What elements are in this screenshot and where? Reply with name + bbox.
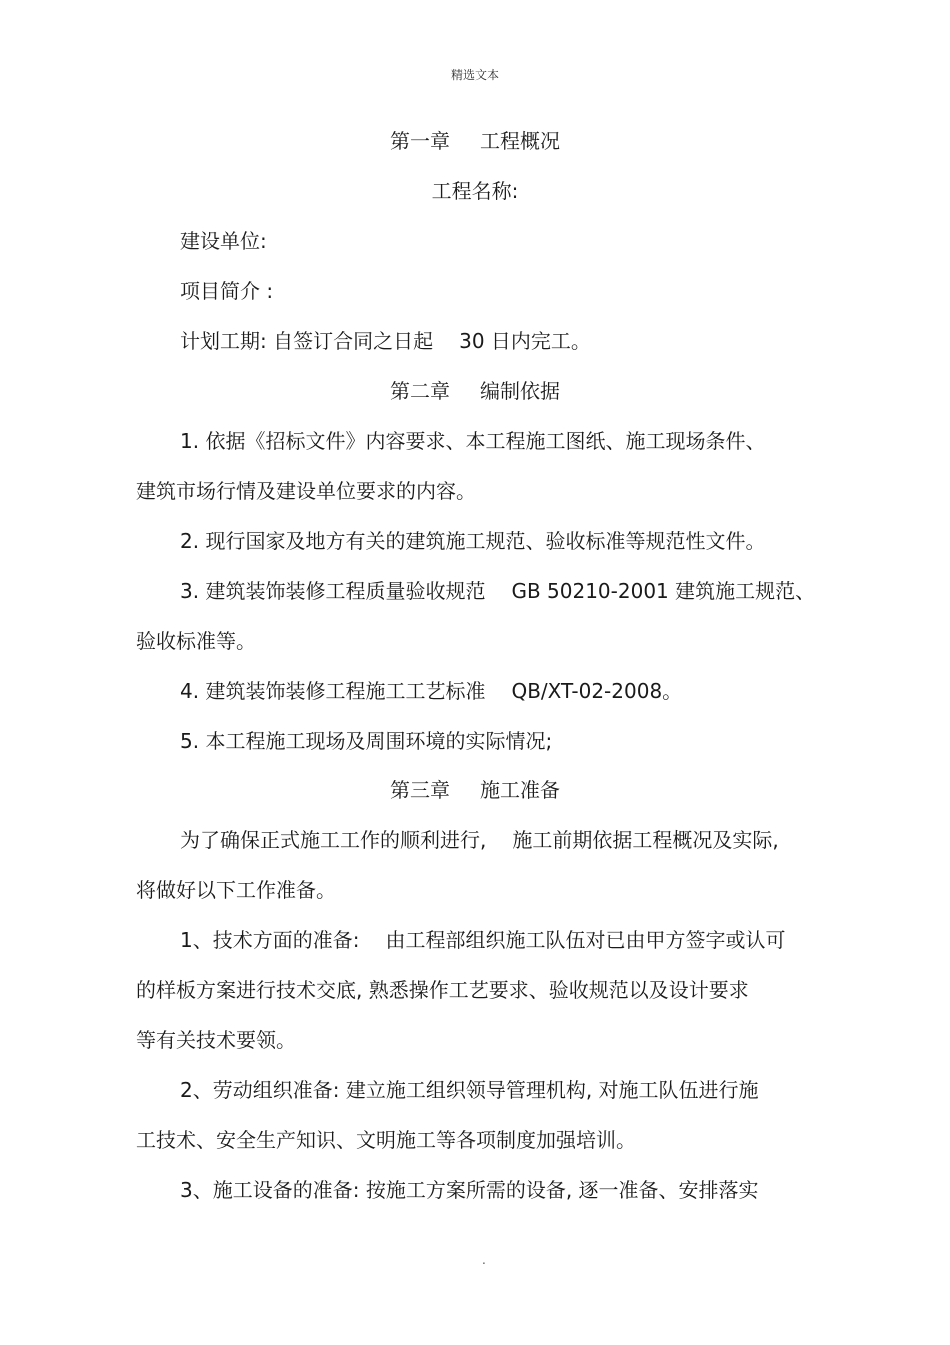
chapter3-number: 第三章 — [390, 778, 450, 802]
page-header: 精选文本 — [450, 68, 499, 82]
prep-item-1-text: 由工程部组织施工队伍对已由甲方签字或认可 — [385, 928, 786, 952]
prep-intro-text-a: 为了确保正式施工工作的顺利进行, — [180, 828, 487, 852]
prep-item-2-line-2: 工技术、安全生产知识、文明施工等各项制度加强培训。 — [136, 1128, 636, 1152]
chapter2-title — [0, 376, 950, 406]
footer-mark: . — [482, 1253, 486, 1267]
prep-item-1-line-1 — [180, 925, 785, 955]
project-intro-label: 项目简介 : — [180, 279, 274, 303]
prep-item-3-line-1: 3、施工设备的准备: 按施工方案所需的设备, 逐一准备、安排落实 — [180, 1178, 759, 1202]
prep-item-1-line-3: 等有关技术要领。 — [136, 1028, 296, 1052]
builder-label: 建设单位: — [180, 229, 267, 253]
chapter3-title-text: 施工准备 — [480, 778, 560, 802]
basis-item-5: 5. 本工程施工现场及周围环境的实际情况; — [180, 729, 553, 753]
schedule-text: 计划工期: 自签订合同之日起 — [180, 329, 434, 353]
prep-item-1-line-2: 的样板方案进行技术交底, 熟悉操作工艺要求、验收规范以及设计要求 — [136, 978, 749, 1002]
basis-item-3-line-2: 验收标准等。 — [136, 629, 256, 653]
chapter2-title-text: 编制依据 — [480, 379, 560, 403]
schedule-days: 30 日内完工。 — [459, 329, 591, 353]
project-name-label: 工程名称: — [431, 179, 519, 203]
prep-item-1-heading: 1、技术方面的准备: — [180, 928, 360, 952]
basis-item-4-text: 4. 建筑装饰装修工程施工工艺标准 — [180, 679, 486, 703]
basis-item-1-line-2: 建筑市场行情及建设单位要求的内容。 — [136, 479, 476, 503]
basis-item-1-line-1: 1. 依据《招标文件》内容要求、本工程施工图纸、施工现场条件、 — [180, 429, 766, 453]
chapter1-title-text: 工程概况 — [480, 129, 560, 153]
schedule-line — [180, 326, 591, 356]
basis-item-2: 2. 现行国家及地方有关的建筑施工规范、验收标准等规范性文件。 — [180, 529, 766, 553]
prep-intro-line-1 — [180, 825, 779, 855]
chapter1-number: 第一章 — [390, 129, 450, 153]
basis-item-4-code: QB/XT-02-2008。 — [511, 679, 683, 703]
prep-intro-text-b: 施工前期依据工程概况及实际, — [512, 828, 779, 852]
basis-item-3-code: GB 50210-2001 建筑施工规范、 — [511, 579, 816, 603]
basis-item-4 — [180, 676, 682, 706]
prep-item-2-line-1: 2、劳动组织准备: 建立施工组织领导管理机构, 对施工队伍进行施 — [180, 1078, 759, 1102]
prep-intro-line-2: 将做好以下工作准备。 — [136, 878, 336, 902]
chapter3-title — [0, 775, 950, 805]
basis-item-3-line-1 — [180, 576, 815, 606]
basis-item-3-text: 3. 建筑装饰装修工程质量验收规范 — [180, 579, 486, 603]
chapter1-title — [0, 126, 950, 156]
chapter2-number: 第二章 — [390, 379, 450, 403]
